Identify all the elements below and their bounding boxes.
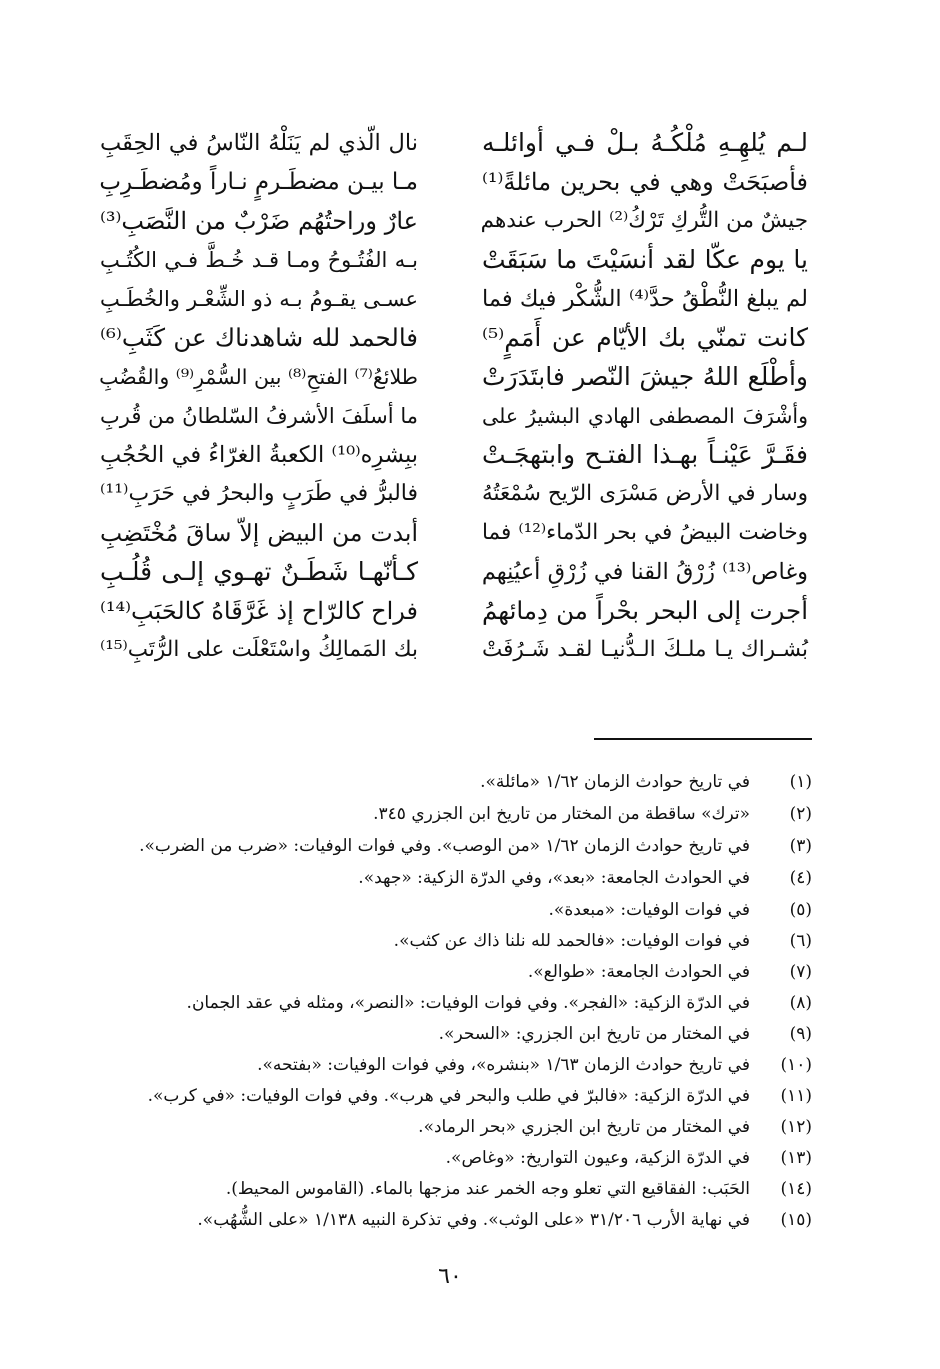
verse-12-second-hemistich: كـأنّهـا شَطَـنٌ تهـوي إلـى قُلُـبِ	[100, 557, 418, 586]
verse-8-first-hemistich: وأشْرَفَ المصطفى الهادي البشيرُ على	[482, 404, 808, 428]
footnote-8	[112, 988, 812, 1018]
footnote-text: في تاريخ حوادث الزمان ١/٦٢ «من الوصب». وفي فوات الوفيات: «ضرب من الضرب».	[139, 836, 750, 856]
footnote-text: في المختار من تاريخ ابن الجزري: «السحر».	[438, 1024, 750, 1044]
footnote-text: في المختار من تاريخ ابن الجزري «بحر الرماد».	[418, 1117, 750, 1137]
verse-11-first-hemistich: وخاضت البيضُ في بحر الدّماء⁽¹²⁾ فما	[482, 520, 808, 545]
footnote-text: «ترك» ساقطة من المختار من تاريخ ابن الجزري ٣٤٥.	[373, 804, 750, 824]
footnote-9	[112, 1019, 812, 1049]
footnote-1	[112, 767, 812, 797]
footnote-12	[112, 1112, 812, 1142]
footnote-text: في الدرّة الزكية: «فالبرّ في طلب والبحر في هرب». وفي فوات الوفيات: «في كرب».	[147, 1086, 750, 1106]
verse-3-second-hemistich: عارٌ وراحتُهُم ضَرْبٌ من النَّصَبِ⁽³⁾	[100, 207, 418, 235]
verse-13-second-hemistich: فراح كالرّاح إذ غَرَّقَاهُ كالحَبَبِ⁽¹⁴⁾	[100, 597, 418, 625]
footnote-number: (١٠)	[780, 1055, 812, 1075]
footnote-number: (٤)	[789, 868, 812, 888]
footnote-13	[112, 1143, 812, 1173]
verse-7-second-hemistich: طلائعُ⁽⁷⁾ الفتحِ⁽⁸⁾ بين السُّمْرِ⁽⁹⁾ والقُضُبِ	[99, 365, 418, 389]
verse-6-first-hemistich: كانت تمنّي بك الأيّام عن أَمَمٍ⁽⁵⁾	[482, 323, 808, 352]
verse-4-first-hemistich: يا يوم عكّا لقد أنسَيْتَ ما سَبَقَتْ	[482, 245, 808, 274]
footnote-text: في الحوادث الجامعة: «طوالع».	[527, 962, 750, 982]
verse-3-first-hemistich: جيشٌ من التُّركِ تَرْكُ⁽²⁾ الحرب عندهم	[480, 208, 808, 233]
verse-9-second-hemistich: ببِشرِه⁽¹⁰⁾ الكعبةُ الغرّاءُ في الحُجُبِ	[100, 442, 418, 468]
verse-7-first-hemistich: وأطْلَع اللهُ جيشَ النّصر فابتَدَرَتْ	[482, 362, 808, 391]
footnote-number: (١٤)	[780, 1179, 812, 1199]
footnote-number: (١٣)	[780, 1148, 812, 1168]
footnote-number: (١٢)	[780, 1117, 812, 1137]
verse-6-second-hemistich: فالحمد لله شاهدناك عن كَثَبِ⁽⁶⁾	[100, 323, 418, 352]
verse-14-second-hemistich: بك المَمالِكُ واسْتَعْلَت على الرُّتَبِ⁽¹⁵⁾	[100, 637, 418, 662]
verse-13-first-hemistich: أجرت إلى البحر بحْراً من دِمائهمُ	[482, 596, 808, 625]
footnote-text: في الدرّة الزكية: «الفجر». وفي فوات الوفيات: «النصر»، ومثله في عقد الجمان.	[186, 993, 750, 1013]
verse-11-second-hemistich: أبدت من البيض إلاّ ساقَ مُخْتَضِبِ	[100, 519, 418, 547]
footnote-text: في فوات الوفيات: «مبعدة».	[548, 900, 750, 920]
footnote-7	[112, 957, 812, 987]
footnote-15	[112, 1205, 812, 1235]
verse-1-second-hemistich: نال الّذي لم يَنَلْهُ النّاسُ في الحِقَبِ	[100, 130, 418, 156]
verse-10-second-hemistich: فالبرُّ في طَرَبٍ والبحرُ في حَرَبِ⁽¹¹⁾	[100, 481, 418, 506]
footnote-text: الحَبَب: الفقاقيع التي تعلو وجه الخمر عند مزجها بالماء. (القاموس المحيط).	[225, 1179, 750, 1199]
footnote-6	[112, 926, 812, 956]
footnote-number: (٩)	[789, 1024, 812, 1044]
footnote-14	[112, 1174, 812, 1204]
verse-4-second-hemistich: بـه الفُتُـوحُ ومـا قـد خُـطَّ فـي الكُتُـبِ	[100, 248, 418, 272]
footnote-text: في نهاية الأرب ٣١/٢٠٦ «على الوثب». وفي تذكرة النبيه ١/١٣٨ «على الشُّهُب».	[197, 1210, 750, 1230]
verse-1-first-hemistich: لـم يُلهِـهِ مُلْكُـهُ بـلْ فـي أوائلـه	[482, 128, 808, 157]
verse-14-first-hemistich: بُشـراك يـا ملـكَ الـدُّنيـا لقـد شَـرُفَتْ	[482, 637, 808, 662]
footnote-number: (٨)	[789, 993, 812, 1013]
footnote-3	[112, 831, 812, 861]
verse-2-first-hemistich: فأصبَحَتْ وهي في بحرين مائلةً⁽¹⁾	[482, 168, 808, 196]
footnote-5	[112, 895, 812, 925]
verse-12-first-hemistich: وغاص⁽¹³⁾ زُرْقُ القنا في زُرْقِ أعيُنِهم	[481, 559, 808, 585]
footnote-number: (١١)	[780, 1086, 812, 1106]
footnote-number: (٥)	[789, 900, 812, 920]
footnote-4	[112, 863, 812, 893]
footnote-separator	[594, 738, 812, 740]
footnote-text: في الحوادث الجامعة: «بعد»، وفي الدرّة الزكية: «جهد».	[358, 868, 750, 888]
verse-9-first-hemistich: فقَـرَّ عَيْنـاً بهـذا الفتـح وابتهجَـتْ	[482, 440, 808, 469]
footnote-number: (٢)	[789, 804, 812, 824]
footnote-number: (١٥)	[780, 1210, 812, 1230]
footnote-text: في تاريخ حوادث الزمان ١/٦٣ «بنشره»، وفي فوات الوفيات: «بفتحه».	[257, 1055, 750, 1075]
footnote-number: (٧)	[789, 962, 812, 982]
footnote-text: في تاريخ حوادث الزمان ١/٦٢ «مائلة».	[480, 772, 750, 792]
footnote-number: (٣)	[789, 836, 812, 856]
footnote-10	[112, 1050, 812, 1080]
page-number: ٦٠	[438, 1264, 462, 1289]
verse-2-second-hemistich: مـا بيـن مضطَـرمٍ نـاراً ومُضطَـرِبِ	[99, 169, 418, 195]
footnote-11	[112, 1081, 812, 1111]
footnote-text: في فوات الوفيات: «فالحمد لله نلنا ذاك عن كثب».	[393, 931, 750, 951]
verse-10-first-hemistich: وسار في الأرض مَسْرَى الرّيح سُمْعَتُهُ	[482, 481, 808, 506]
footnote-number: (١)	[789, 772, 812, 792]
verse-5-first-hemistich: لم يبلغ النُّطْقُ حدَّ⁽⁴⁾ الشُّكْر فيك فما	[482, 286, 808, 312]
footnote-text: في الدرّة الزكية، وعيون التواريخ: «وغاص».	[445, 1148, 750, 1168]
footnote-2	[112, 799, 812, 829]
verse-8-second-hemistich: ما أسلَفَ الأشرفُ السّلطانُ من قُربِ	[100, 404, 418, 428]
verse-5-second-hemistich: عسـى يقـومُ بـه ذو الشِّعْـر والخُطَـبِ	[100, 287, 418, 311]
footnote-number: (٦)	[789, 931, 812, 951]
